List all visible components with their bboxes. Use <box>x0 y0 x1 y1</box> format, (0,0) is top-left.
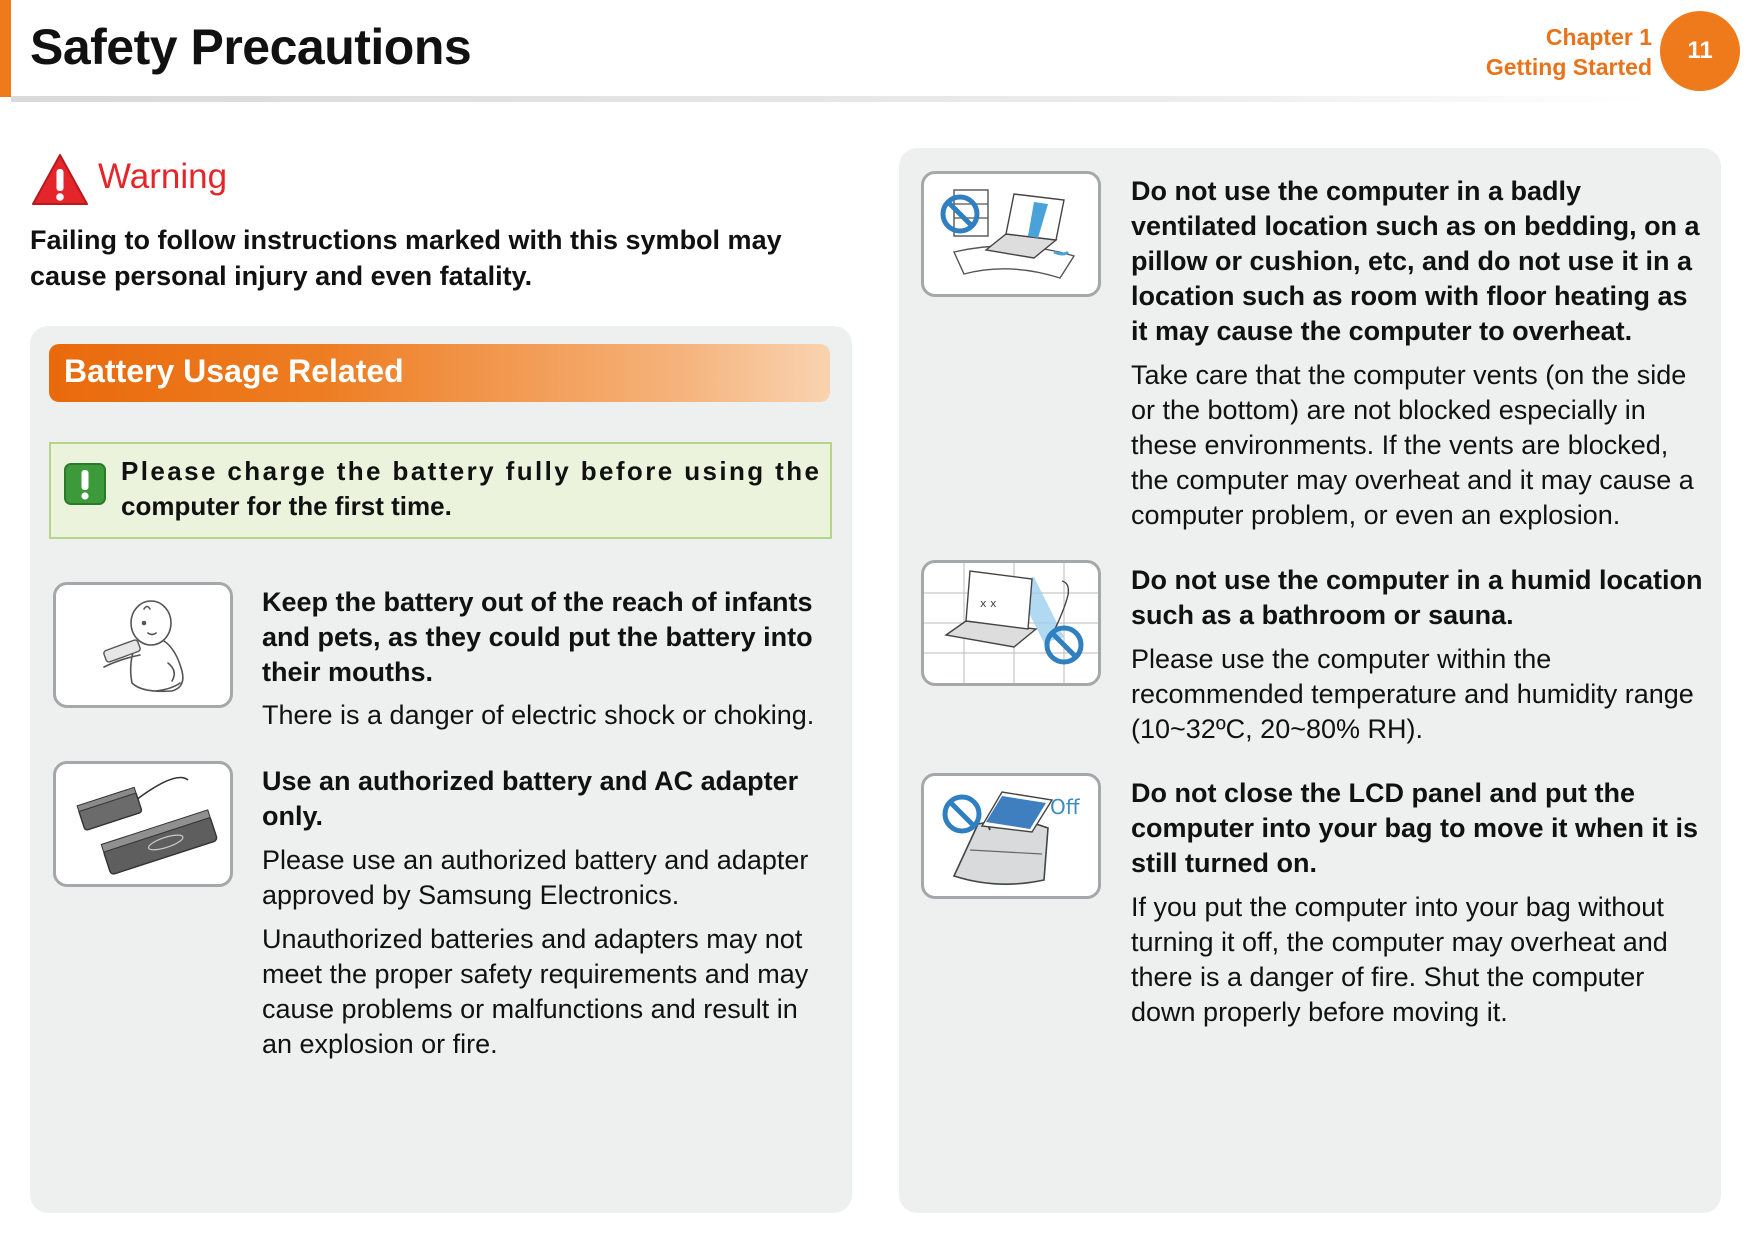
off-text: Off <box>1050 795 1080 819</box>
item-body-humid: Please use the computer within the recommended temperature and humidity range (10~32ºC, 20~80% RH). <box>1131 644 1694 744</box>
section-title: Battery Usage Related <box>64 353 404 389</box>
warning-triangle-icon <box>30 152 90 208</box>
item-body-bag: If you put the computer into your bag without turning it off, the computer may overheat and there is a danger of fire. Shut the computer down properly before moving it. <box>1131 892 1668 1027</box>
warning-description: Failing to follow instructions marked with this symbol may cause personal injury and even fatality. <box>30 225 782 291</box>
item-title-humid: Do not use the computer in a humid location such as a bathroom or sauna. <box>1131 565 1703 630</box>
svg-text:x x: x x <box>980 597 997 610</box>
warning-label: Warning <box>98 157 228 196</box>
chapter-name: Getting Started <box>1485 54 1652 80</box>
notice-text-line2: computer for the first time. <box>121 491 452 521</box>
item-body-authorized-battery-2: Unauthorized batteries and adapters may not meet the proper safety requirements and may cause problems or malfunctions and result in an explosion or fire. <box>262 924 809 1059</box>
item-title-authorized-battery: Use an authorized battery and AC adapter only. <box>262 766 799 831</box>
battery-and-adapter-icon <box>53 761 233 887</box>
item-body-authorized-battery-1: Please use an authorized battery and adapter approved by Samsung Electronics. <box>262 845 809 910</box>
page-number-badge: 11 <box>1660 11 1740 91</box>
item-body-ventilation: Take care that the computer vents (on the side or the bottom) are not blocked especially in these environments. If the vents are blocked, the computer may overheat and it may cause a computer problem, or even an explosion. <box>1131 360 1694 530</box>
notice-text-line1: Please charge the battery fully before using the <box>121 456 822 486</box>
section-header-battery <box>49 344 830 402</box>
header-accent-bar <box>0 0 11 97</box>
header-divider <box>11 96 1651 102</box>
chapter-label <box>1486 22 1652 82</box>
laptop-in-bathroom-prohibited-icon <box>921 560 1101 686</box>
item-body-infants: There is a danger of electric shock or choking. <box>262 700 815 730</box>
chapter-number: Chapter 1 <box>1545 24 1652 50</box>
notice-text <box>121 454 822 524</box>
laptop-on-bed-prohibited-icon <box>921 171 1101 297</box>
item-title-infants: Keep the battery out of the reach of infants and pets, as they could put the battery into their mouths. <box>262 587 813 687</box>
infant-with-battery-icon <box>53 582 233 708</box>
item-title-bag: Do not close the LCD panel and put the computer into your bag to move it when it is still turned on. <box>1131 778 1699 878</box>
page-title: Safety Precautions <box>30 19 472 75</box>
item-title-ventilation: Do not use the computer in a badly ventilated location such as on bedding, on a pillow or cushion, etc, and do not use it in a location such as room with floor heating as it may cause the computer to overheat. <box>1131 176 1700 346</box>
laptop-in-bag-prohibited-icon <box>921 773 1101 899</box>
exclamation-icon <box>64 463 106 505</box>
